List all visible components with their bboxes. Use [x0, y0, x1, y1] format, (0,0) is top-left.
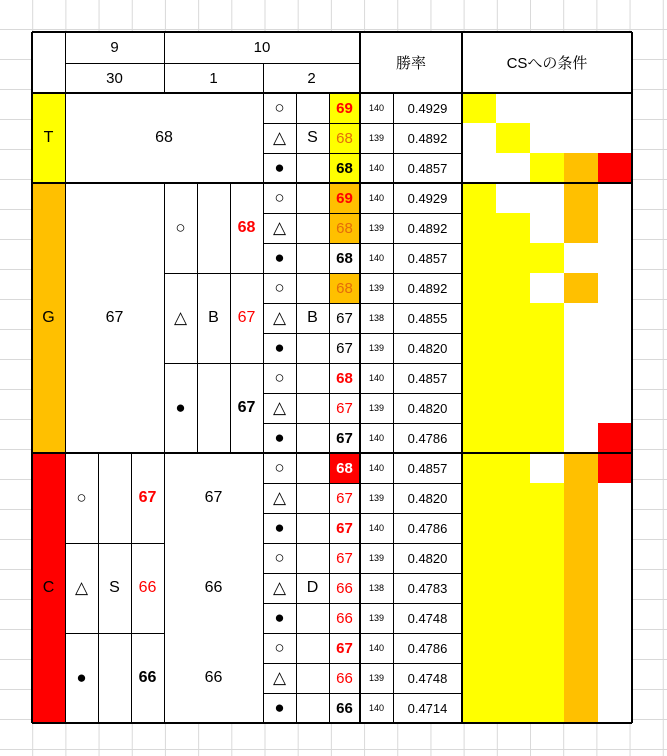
win-rate-value: 0.4820 — [407, 400, 448, 416]
cs-condition-cell — [496, 153, 530, 183]
oct2-result: ○ — [274, 548, 285, 567]
grid-line-h — [263, 483, 462, 484]
cs-condition-cell — [564, 243, 598, 273]
oct2-total-wins: 67 — [329, 543, 360, 573]
cs-condition-cell — [530, 573, 564, 603]
grid-line-v — [393, 93, 394, 723]
win-rate-value: 0.4857 — [407, 370, 448, 386]
grid-line-h — [263, 303, 462, 304]
cs-condition-cell — [564, 453, 598, 483]
cs-condition-cell — [598, 663, 632, 693]
cs-condition-cell — [598, 213, 632, 243]
team-label-c: C — [32, 453, 65, 723]
grid-line-v — [296, 93, 297, 723]
header-day-2: 2 — [307, 69, 316, 87]
grid-line-v — [461, 32, 463, 723]
cs-condition-cell — [462, 183, 496, 213]
oct1-opponent: B — [208, 309, 219, 326]
oct2-result: ○ — [274, 368, 285, 387]
cs-condition-cell — [462, 453, 496, 483]
cs-condition-cell — [462, 363, 496, 393]
oct2-total-wins: 68 — [329, 453, 360, 483]
grid-line-h — [32, 92, 632, 94]
cs-condition-cell — [462, 213, 496, 243]
oct2-total-wins: 67 — [329, 483, 360, 513]
cs-condition-cell — [598, 183, 632, 213]
grid-line-h — [263, 633, 462, 634]
grid-line-v — [359, 32, 361, 723]
cs-condition-cell — [496, 603, 530, 633]
cs-condition-cell — [598, 603, 632, 633]
grid-line-h — [32, 722, 632, 724]
win-rate-value: 0.4820 — [407, 490, 448, 506]
grid-line-v — [230, 183, 231, 453]
oct2-result: ○ — [274, 98, 285, 117]
cs-condition-cell — [462, 633, 496, 663]
games-count: 139 — [368, 223, 385, 233]
header-cs-condition: CSへの条件 — [506, 55, 588, 72]
cs-condition-cell — [462, 273, 496, 303]
cs-condition-cell — [530, 513, 564, 543]
games-count: 140 — [368, 103, 385, 113]
header-win-rate: 勝率 — [395, 55, 426, 72]
sep30-c-wins-0: 67 — [138, 489, 157, 506]
grid-line-v — [197, 183, 198, 453]
oct1-g-wins-0: 68 — [237, 219, 256, 236]
win-rate-value: 0.4892 — [407, 280, 448, 296]
cs-condition-cell — [598, 693, 632, 723]
oct2-result: ● — [274, 338, 285, 357]
cs-condition-cell — [530, 243, 564, 273]
cs-condition-cell — [530, 603, 564, 633]
oct2-total-wins: 67 — [329, 303, 360, 333]
grid-line-h — [263, 513, 462, 514]
oct2-total-wins: 67 — [329, 333, 360, 363]
cs-condition-cell — [496, 573, 530, 603]
win-rate-value: 0.4857 — [407, 250, 448, 266]
grid-line-v — [263, 63, 264, 93]
cs-condition-cell — [530, 363, 564, 393]
cs-condition-cell — [462, 543, 496, 573]
games-count: 139 — [368, 283, 385, 293]
cs-condition-cell — [462, 333, 496, 363]
grid-line-v — [164, 32, 165, 93]
win-rate-value: 0.4857 — [407, 160, 448, 176]
grid-line-h — [263, 663, 462, 664]
grid-line-v — [631, 32, 633, 723]
cs-condition-cell — [564, 633, 598, 663]
oct2-total-wins: 66 — [329, 573, 360, 603]
oct2-result: ● — [274, 248, 285, 267]
oct2-total-wins: 67 — [329, 393, 360, 423]
cs-condition-cell — [564, 363, 598, 393]
oct2-result: △ — [272, 578, 287, 597]
cs-condition-cell — [598, 513, 632, 543]
cs-condition-cell — [564, 183, 598, 213]
cs-condition-cell — [496, 273, 530, 303]
cs-condition-cell — [530, 453, 564, 483]
cs-condition-cell — [462, 483, 496, 513]
grid-line-h — [65, 633, 164, 634]
cs-condition-cell — [496, 363, 530, 393]
games-count: 139 — [368, 133, 385, 143]
cs-condition-cell — [462, 93, 496, 123]
cs-condition-cell — [496, 513, 530, 543]
sep30-c-result-2: ● — [76, 668, 87, 687]
games-count: 140 — [368, 433, 385, 443]
win-rate-value: 0.4786 — [407, 520, 448, 536]
grid-line-v — [164, 183, 165, 723]
games-count: 140 — [368, 643, 385, 653]
cs-condition-cell — [496, 183, 530, 213]
grid-line-h — [263, 423, 462, 424]
cs-condition-cell — [496, 693, 530, 723]
oct2-result: △ — [272, 398, 287, 417]
cs-condition-cell — [564, 153, 598, 183]
cs-condition-cell — [564, 93, 598, 123]
header-month-9: 9 — [110, 39, 119, 56]
cs-condition-cell — [496, 543, 530, 573]
cs-condition-cell — [564, 303, 598, 333]
oct2-result: △ — [272, 128, 287, 147]
cs-condition-cell — [496, 423, 530, 453]
cs-condition-cell — [496, 453, 530, 483]
grid-line-v — [329, 93, 330, 723]
grid-line-h — [263, 213, 462, 214]
oct2-total-wins: 68 — [329, 213, 360, 243]
win-rate-value: 0.4857 — [407, 460, 448, 476]
games-count: 139 — [368, 553, 385, 563]
oct1-g-wins-1: 67 — [237, 309, 256, 326]
cs-condition-cell — [564, 693, 598, 723]
grid-line-h — [263, 333, 462, 334]
sep30-c-result-0: ○ — [76, 488, 87, 507]
oct2-total-wins: 66 — [329, 603, 360, 633]
cs-condition-cell — [462, 153, 496, 183]
win-rate-value: 0.4748 — [407, 610, 448, 626]
cs-condition-cell — [462, 573, 496, 603]
cs-condition-cell — [530, 693, 564, 723]
oct2-result: ○ — [274, 638, 285, 657]
games-count: 140 — [368, 253, 385, 263]
team-label-t: T — [32, 93, 65, 183]
cs-condition-cell — [598, 633, 632, 663]
oct1-c-wins-1: 66 — [204, 579, 223, 596]
cs-condition-cell — [496, 333, 530, 363]
grid-line-h — [263, 393, 462, 394]
cs-condition-cell — [598, 543, 632, 573]
oct1-g-result-2: ● — [175, 398, 186, 417]
cs-condition-cell — [462, 393, 496, 423]
cs-condition-cell — [564, 573, 598, 603]
cs-condition-cell — [462, 513, 496, 543]
games-count: 140 — [368, 163, 385, 173]
header-day-30: 30 — [106, 69, 123, 87]
cs-condition-cell — [496, 303, 530, 333]
games-count: 140 — [368, 193, 385, 203]
oct2-opponent-c: D — [306, 579, 319, 596]
cs-condition-cell — [496, 93, 530, 123]
cs-condition-cell — [598, 483, 632, 513]
games-count: 140 — [368, 703, 385, 713]
oct2-result: ● — [274, 428, 285, 447]
cs-condition-cell — [462, 603, 496, 633]
grid-line-h — [32, 452, 632, 454]
cs-condition-cell — [564, 273, 598, 303]
grid-line-v — [65, 32, 66, 723]
games-count: 140 — [368, 373, 385, 383]
win-rate-value: 0.4892 — [407, 220, 448, 236]
cs-condition-cell — [530, 303, 564, 333]
oct1-c-wins-0: 67 — [204, 489, 223, 506]
cs-condition-cell — [598, 273, 632, 303]
oct2-total-wins: 69 — [329, 183, 360, 213]
grid-line-h — [263, 573, 462, 574]
grid-line-h — [263, 603, 462, 604]
oct2-total-wins: 68 — [329, 243, 360, 273]
cs-condition-cell — [462, 693, 496, 723]
cs-condition-cell — [564, 603, 598, 633]
games-count: 139 — [368, 613, 385, 623]
grid-line-h — [164, 273, 263, 274]
cs-condition-cell — [564, 423, 598, 453]
grid-line-h — [263, 153, 462, 154]
cs-condition-cell — [598, 453, 632, 483]
cs-condition-cell — [530, 273, 564, 303]
cs-condition-cell — [462, 303, 496, 333]
oct1-g-result-1: △ — [173, 308, 188, 327]
cs-condition-cell — [462, 423, 496, 453]
grid-line-v — [131, 453, 132, 723]
oct2-result: ● — [274, 608, 285, 627]
games-count: 138 — [368, 583, 385, 593]
cs-condition-cell — [564, 213, 598, 243]
win-rate-value: 0.4748 — [407, 670, 448, 686]
cs-condition-cell — [530, 663, 564, 693]
oct2-opponent-g: B — [307, 309, 318, 326]
oct2-total-wins: 69 — [329, 93, 360, 123]
grid-line-h — [263, 273, 462, 274]
games-count: 138 — [368, 313, 385, 323]
header-day-1: 1 — [209, 69, 218, 87]
grid-line-h — [263, 543, 462, 544]
grid-line-h — [263, 693, 462, 694]
cs-condition-cell — [564, 333, 598, 363]
grid-line-h — [65, 63, 360, 64]
cs-condition-cell — [496, 633, 530, 663]
cs-condition-cell — [530, 333, 564, 363]
cs-condition-cell — [598, 423, 632, 453]
win-rate-value: 0.4783 — [407, 580, 448, 596]
oct2-total-wins: 68 — [329, 363, 360, 393]
cs-condition-cell — [530, 543, 564, 573]
cs-condition-cell — [496, 483, 530, 513]
cs-condition-cell — [530, 423, 564, 453]
base-30-g: 67 — [105, 309, 124, 326]
oct1-g-wins-2: 67 — [237, 399, 256, 416]
cs-condition-cell — [530, 93, 564, 123]
grid-line-h — [32, 31, 632, 33]
oct2-total-wins: 66 — [329, 693, 360, 723]
games-count: 139 — [368, 343, 385, 353]
header-month-10: 10 — [253, 39, 271, 56]
cs-condition-cell — [598, 93, 632, 123]
games-count: 139 — [368, 403, 385, 413]
games-count: 140 — [368, 523, 385, 533]
grid-line-h — [32, 182, 632, 184]
oct2-total-wins: 68 — [329, 123, 360, 153]
cs-condition-cell — [564, 513, 598, 543]
oct2-result: ● — [274, 158, 285, 177]
cs-condition-cell — [462, 663, 496, 693]
sep30-c-result-1: △ — [74, 578, 89, 597]
cs-condition-cell — [530, 483, 564, 513]
oct2-result: △ — [272, 488, 287, 507]
sep30-c-wins-1: 66 — [138, 579, 157, 596]
cs-condition-cell — [462, 243, 496, 273]
oct2-total-wins: 68 — [329, 153, 360, 183]
oct2-result: ● — [274, 518, 285, 537]
win-rate-value: 0.4929 — [407, 190, 448, 206]
team-label-g: G — [32, 183, 65, 453]
oct1-c-wins-2: 66 — [204, 669, 223, 686]
cs-condition-cell — [530, 393, 564, 423]
oct2-total-wins: 66 — [329, 663, 360, 693]
cs-condition-cell — [564, 123, 598, 153]
win-rate-value: 0.4820 — [407, 340, 448, 356]
cs-condition-cell — [496, 243, 530, 273]
cs-condition-cell — [496, 213, 530, 243]
cs-condition-cell — [530, 633, 564, 663]
grid-line-h — [263, 363, 462, 364]
grid-line-h — [263, 243, 462, 244]
oct2-result: ● — [274, 698, 285, 717]
cs-condition-cell — [598, 363, 632, 393]
cs-condition-cell — [564, 393, 598, 423]
cs-condition-cell — [496, 393, 530, 423]
win-rate-value: 0.4892 — [407, 130, 448, 146]
win-rate-value: 0.4820 — [407, 550, 448, 566]
cs-condition-cell — [564, 663, 598, 693]
sep30-opponent: S — [109, 579, 120, 596]
cs-condition-cell — [598, 333, 632, 363]
win-rate-value: 0.4786 — [407, 430, 448, 446]
cs-condition-cell — [530, 213, 564, 243]
cs-condition-cell — [530, 123, 564, 153]
oct1-g-result-0: ○ — [175, 218, 186, 237]
cs-condition-cell — [564, 543, 598, 573]
win-rate-value: 0.4786 — [407, 640, 448, 656]
cs-condition-cell — [496, 123, 530, 153]
cs-condition-cell — [530, 153, 564, 183]
grid-line-h — [263, 123, 462, 124]
oct2-result: ○ — [274, 188, 285, 207]
win-rate-value: 0.4929 — [407, 100, 448, 116]
games-count: 139 — [368, 673, 385, 683]
cs-condition-cell — [462, 123, 496, 153]
grid-line-v — [31, 32, 33, 723]
base-30-t: 68 — [155, 129, 173, 146]
games-count: 139 — [368, 493, 385, 503]
cs-condition-cell — [598, 303, 632, 333]
cs-condition-cell — [598, 573, 632, 603]
grid-line-v — [98, 453, 99, 723]
cs-condition-cell — [598, 123, 632, 153]
cs-condition-cell — [530, 183, 564, 213]
cs-condition-cell — [598, 153, 632, 183]
oct2-opponent-t: S — [307, 129, 318, 146]
oct2-total-wins: 67 — [329, 423, 360, 453]
oct2-result: △ — [272, 218, 287, 237]
oct2-total-wins: 68 — [329, 273, 360, 303]
oct2-total-wins: 67 — [329, 633, 360, 663]
cs-condition-cell — [598, 243, 632, 273]
cs-condition-cell — [598, 393, 632, 423]
oct2-result: ○ — [274, 458, 285, 477]
grid-line-v — [263, 93, 264, 723]
sep30-c-wins-2: 66 — [138, 669, 157, 686]
cs-condition-cell — [496, 663, 530, 693]
oct2-result: △ — [272, 668, 287, 687]
oct2-result: △ — [272, 308, 287, 327]
win-rate-value: 0.4855 — [407, 310, 448, 326]
games-count: 140 — [368, 463, 385, 473]
win-rate-value: 0.4714 — [407, 700, 448, 716]
oct2-total-wins: 67 — [329, 513, 360, 543]
grid-line-h — [164, 363, 263, 364]
oct2-result: ○ — [274, 278, 285, 297]
grid-line-h — [65, 543, 164, 544]
cs-condition-cell — [564, 483, 598, 513]
